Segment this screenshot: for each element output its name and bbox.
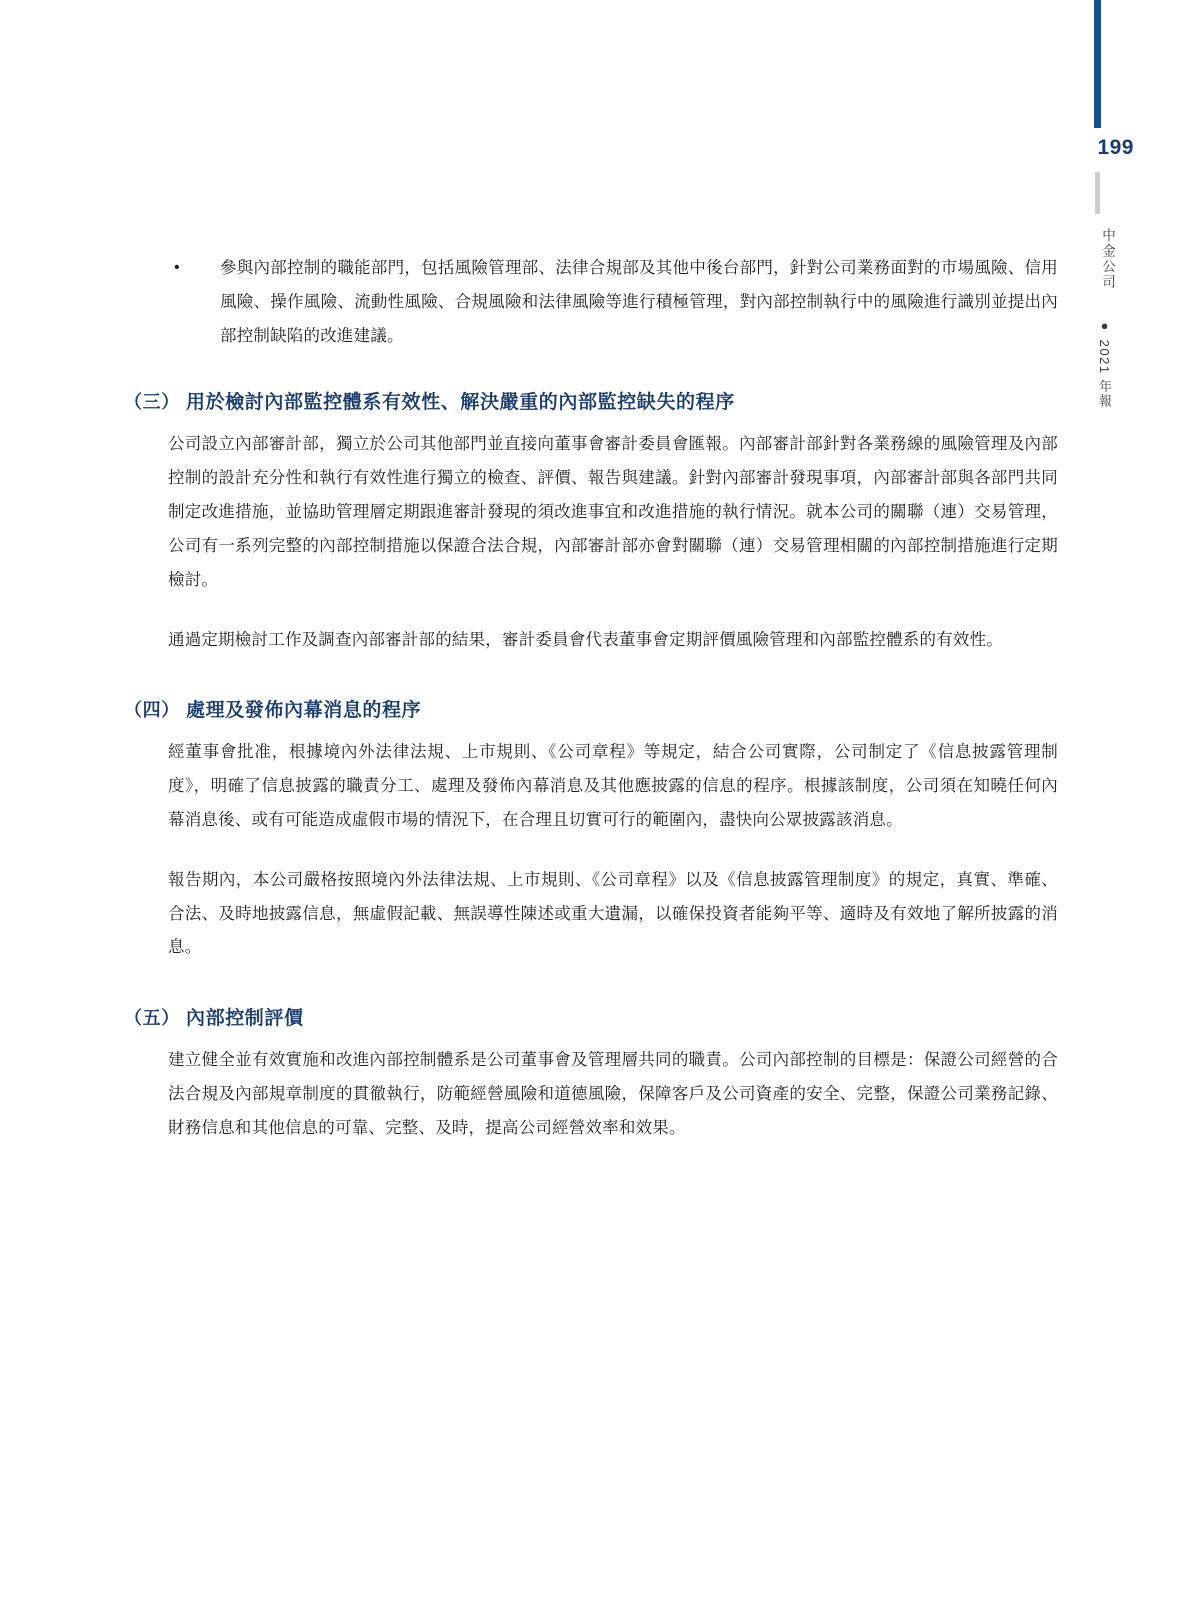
section-five-body [168,1044,1058,1145]
rail-separator: ● [1097,318,1112,335]
rail-year-text: 2021 年報 [1097,339,1112,409]
section-three-body [168,428,1058,657]
section-four [124,695,1058,965]
section-three-number: （三） [124,392,180,413]
section-five-title: 內部控制評價 [186,1008,304,1030]
page-number: 199 [1097,136,1134,159]
section-four-body [168,736,1058,965]
rail-company-label: 中金公司 [1100,228,1115,290]
page-margin-rail [1080,0,1190,1615]
paragraph: 公司設立內部審計部，獨立於公司其他部門並直接向董事會審計委員會匯報。內部審計部針對各業務線的風險管理及內部控制的設計充分性和執行有效性進行獨立的檢查、評價、報告與建議。針對內部審計發現事項，內部審計部與各部門共同制定改進措施，並協助管理層定期跟進審計發現的須改進事宜和改進措施的執行情況。就本公司的關聯（連）交易管理，公司有一系列完整的內部控制措施以保證合法合規，內部審計部亦會對關聯（連）交易管理相關的內部控制措施進行定期檢討。 [168,435,1058,589]
section-spacer [168,667,1058,695]
section-three [124,387,1058,657]
section-four-heading [124,695,1058,722]
rail-accent-bar [1094,0,1101,128]
document-body [124,252,1058,1156]
section-four-number: （四） [124,700,180,721]
paragraph: 通過定期檢討工作及調查內部審計部的結果，審計委員會代表董事會定期評價風險管理和內部監控體系的有效性。 [168,630,1003,649]
rail-company-name [1086,228,1114,290]
section-three-title: 用於檢討內部監控體系有效性、解決嚴重的內部監控缺失的程序 [186,392,735,414]
section-spacer [168,975,1058,1003]
section-four-title: 處理及發佈內幕消息的程序 [186,700,422,722]
bullet-paragraph: 參與內部控制的職能部門，包括風險管理部、法律合規部及其他中後台部門，針對公司業務面對的市場風險、信用風險、操作風險、流動性風險、合規風險和法律風險等進行積極管理，對內部控制執行中的風險進行識別並提出內部控制缺陷的改進建議。 [220,259,1058,345]
section-five-number: （五） [124,1008,180,1029]
paragraph: 建立健全並有效實施和改進內部控制體系是公司董事會及管理層共同的職責。公司內部控制的目標是：保證公司經營的合法合規及內部規章制度的貫徹執行，防範經營風險和道德風險，保障客戶及公司資產的安全、完整，保證公司業務記錄、財務信息和其他信息的可靠、完整、及時，提高公司經營效率和效果。 [168,1051,1058,1137]
bullet-marker: • [174,259,180,276]
paragraph: 報告期內，本公司嚴格按照境內外法律法規、上市規則、《公司章程》以及《信息披露管理制度》的規定，真實、準確、合法、及時地披露信息，無虛假記載、無誤導性陳述或重大遺漏，以確保投資者能夠平等、適時及有效地了解所披露的消息。 [168,870,1058,957]
bullet-list-item [168,252,1058,353]
rail-year-label [1086,318,1114,409]
section-five-heading [124,1003,1058,1030]
rail-secondary-bar [1095,172,1100,214]
section-five [124,1003,1058,1145]
paragraph: 經董事會批准，根據境內外法律法規、上市規則、《公司章程》等規定，結合公司實際，公司制定了《信息披露管理制度》，明確了信息披露的職責分工、處理及發佈內幕消息及其他應披露的信息的程序。根據該制度，公司須在知曉任何內幕消息後、或有可能造成虛假市場的情況下，在合理且切實可行的範圍內，盡快向公眾披露該消息。 [168,743,1058,829]
section-three-heading [124,387,1058,414]
